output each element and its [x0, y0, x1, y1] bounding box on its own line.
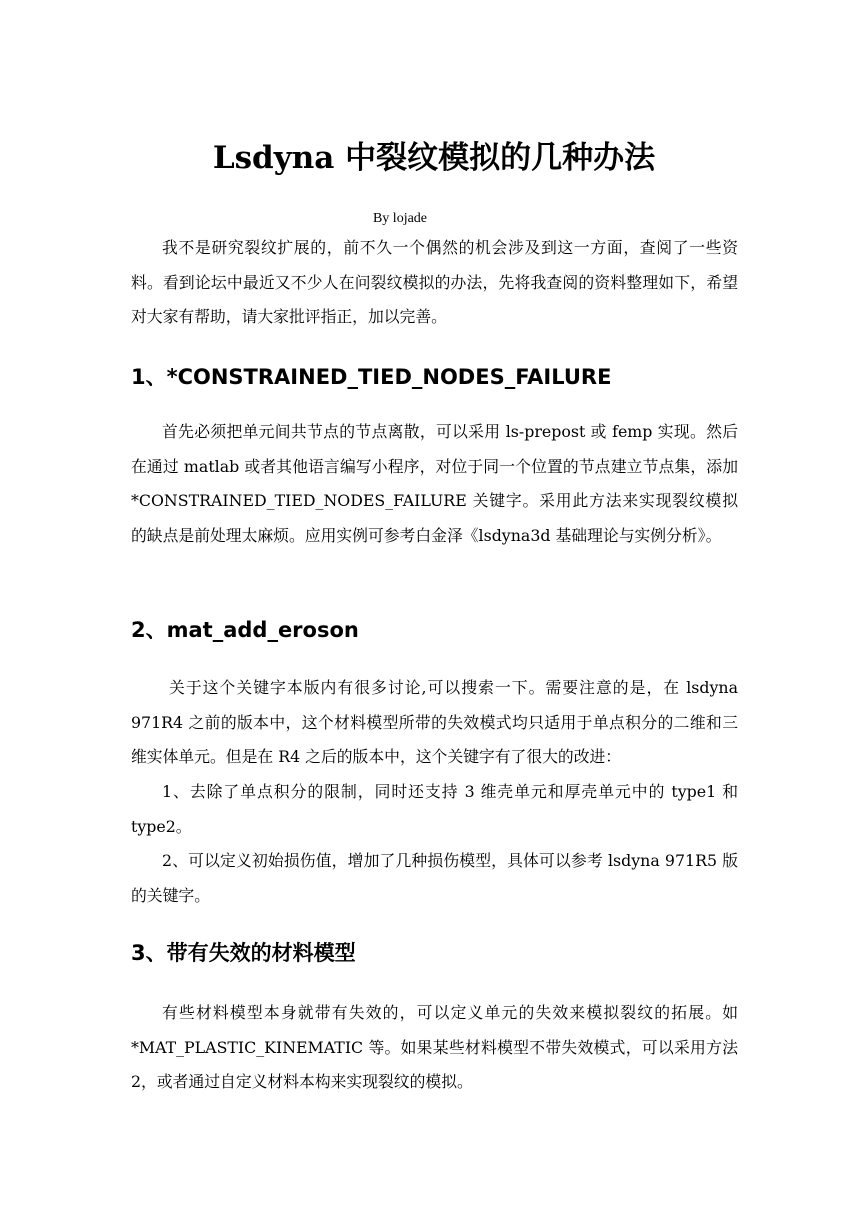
section-2-list-item-2: 2、可以定义初始损伤值，增加了几种损伤模型，具体可以参考 lsdyna 971R5 版的关键字。 — [131, 851, 738, 905]
author-byline: By lojade — [372, 211, 428, 226]
document-title: Lsdyna 中裂纹模拟的几种办法 — [212, 140, 656, 176]
section-2-paragraph: 关于这个关键字本版内有很多讨论,可以搜索一下。需要注意的是，在 lsdyna 971R4 之前的版本中，这个材料模型所带的失效模式均只适用于单点积分的二维和三维实体单元。但是在 R4 之后的版本中，这个关键字有了很大的改进： — [131, 678, 738, 766]
section-1-heading: 1、*CONSTRAINED_TIED_NODES_FAILURE — [131, 365, 612, 389]
intro-paragraph: 我不是研究裂纹扩展的，前不久一个偶然的机会涉及到这一方面，查阅了一些资料。看到论坛中最近又不少人在问裂纹模拟的办法，先将我查阅的资料整理如下，希望对大家有帮助，请大家批评指正，加以完善。 — [131, 238, 738, 326]
section-1-paragraph: 首先必须把单元间共节点的节点离散，可以采用 ls-prepost 或 femp 实现。然后在通过 matlab 或者其他语言编写小程序，对位于同一个位置的节点建立节点集，添加*CONSTRAINED_TIED_NODES_FAILURE 关键字。采用此方法来实现裂纹模拟的缺点是前处理太麻烦。应用实例可参考白金泽《lsdyna3d 基础理论与实例分析》。 — [131, 422, 738, 545]
section-2-heading: 2、mat_add_eroson — [131, 618, 359, 642]
section-3-heading: 3、带有失效的材料模型 — [131, 941, 356, 965]
section-3-paragraph: 有些材料模型本身就带有失效的，可以定义单元的失效来模拟裂纹的拓展。如*MAT_PLASTIC_KINEMATIC 等。如果某些材料模型不带失效模式，可以采用方法 2，或者通过自定义材料本构来实现裂纹的模拟。 — [131, 1003, 738, 1091]
section-2-list-item-1: 1、去除了单点积分的限制，同时还支持 3 维壳单元和厚壳单元中的 type1 和 type2。 — [131, 782, 738, 836]
